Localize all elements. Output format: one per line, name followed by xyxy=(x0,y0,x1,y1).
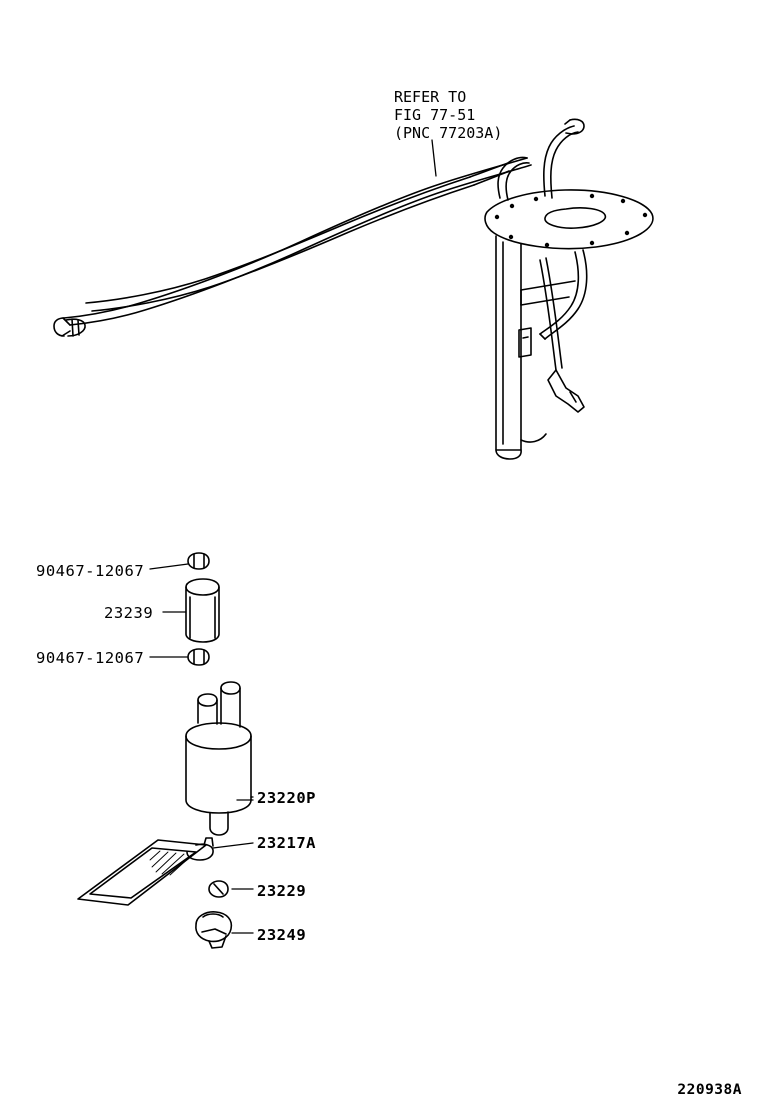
callout-90467-12067-lower: 90467-12067 xyxy=(36,649,145,667)
callout-90467-12067-upper: 90467-12067 xyxy=(36,562,145,580)
callout-23217A: 23217A xyxy=(257,834,316,852)
callout-23220P: 23220P xyxy=(257,789,316,807)
reference-note-line1: REFER TO xyxy=(394,88,467,106)
callout-23239: 23239 xyxy=(104,604,154,622)
callout-23229: 23229 xyxy=(257,882,307,900)
callout-23249: 23249 xyxy=(257,926,307,944)
reference-note-line3: (PNC 77203A) xyxy=(394,124,503,142)
reference-note-line2: FIG 77-51 xyxy=(394,106,476,124)
diagram-code: 220938A xyxy=(677,1082,742,1098)
reference-note xyxy=(394,88,502,142)
